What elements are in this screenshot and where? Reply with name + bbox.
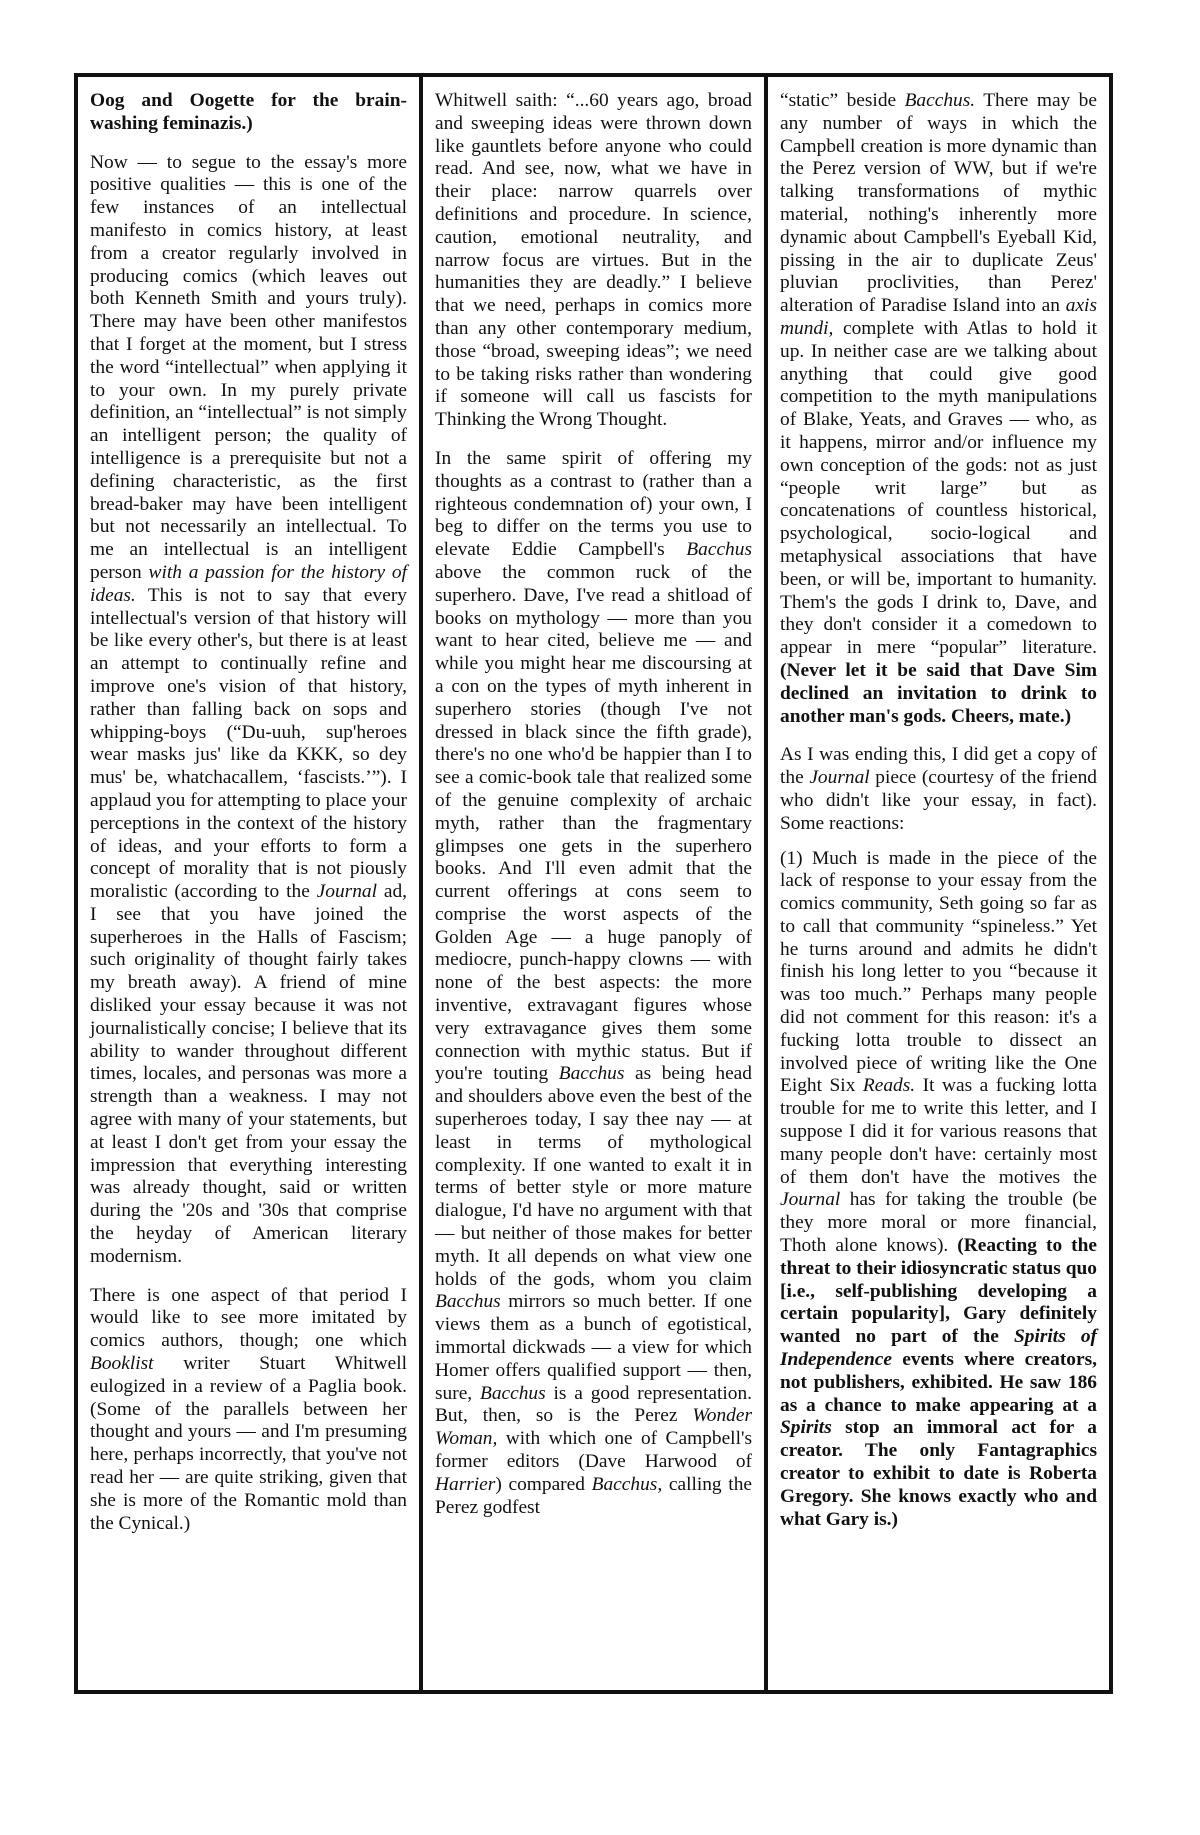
text-column-3	[766, 75, 1111, 1692]
paragraph	[780, 744, 1097, 835]
letter-text: mirrors so much better. If one views them as a bunch of egotistical, immortal dickwads — a view for which Homer offers qualified support — then, sure,	[435, 1291, 752, 1404]
letter-text: Reads.	[862, 1075, 916, 1097]
paragraph	[90, 1285, 407, 1536]
letter-page	[74, 73, 1113, 1694]
letter-text: There may be any number of ways in which the Campbell creation is more dynamic than the Perez version of WW, but if we're talking transformations of mythic material, nothing's inherently more dynamic about Campbell's Eyeball Kid, pissing in the air to duplicate Zeus' pluvian proclivities, than Perez' alteration of Paradise Island into an	[780, 90, 1097, 317]
letter-text: Wonder Woman,	[435, 1405, 752, 1450]
text-column-1	[76, 75, 421, 1692]
letter-text: axis mundi,	[780, 295, 1097, 339]
letter-text: Journal	[809, 767, 870, 789]
letter-text: as being head and shoulders above even the best of the superheroes today, I say thee nay — at least in terms of mythological complexity. If one wanted to exalt it in terms of better style or more mature dialogue, I'd have no argument with that — but neither of those makes for better myth. It all depends on what view one holds of the gods, whom you claim	[435, 1063, 752, 1290]
letter-text: It was a fucking lotta trouble for me to write this letter, and I suppose I did it for various reasons that many people don't have: certainly most of them don't have the motives the	[780, 1075, 1098, 1188]
letter-text: In the same spirit of offering my thoughts as a contrast to (rather than a righteous condemnation of) your own, I beg to differ on the terms you use to elevate Eddie Campbell's	[435, 447, 752, 561]
letter-text: ) compared	[495, 1473, 592, 1495]
letter-text: above the common ruck of the superhero. Dave, I've read a shitload of books on mythology — more than you want to hear cited, believe me — and while you might hear me discoursing at a con on the types of myth inherent in superhero stories (though I've not dressed in black since the fifth grade), there's no one who'd be happier than I to see a comic-book tale that realized some of the genuine complexity of archaic myth, rather than the fragmentary glimpses one gets in the superhero books. And I'll even admit that the current offerings at cons seem to comprise the worst aspects of the Golden Age — a huge panoply of mediocre, punch-happy clowns — with none of the best aspects: the more inventive, extravagant figures whose very extravagance gives them some connection with mythic status. But if you're touting	[435, 561, 752, 1085]
letter-text: Bacchus,	[591, 1473, 663, 1495]
letter-text: piece (courtesy of the friend who didn't like your essay, in fact). Some reactions:	[780, 767, 1097, 834]
letter-text: Bacchus	[479, 1382, 546, 1404]
editor-reply-text: stop an immoral act for a creator. The only Fantagraphics creator to exhibit to date is Roberta Gregory. She knows exactly who and what Gary is.)	[780, 1417, 1097, 1530]
letter-text: Booklist	[90, 1353, 154, 1375]
editor-reply-text: (Never let it be said that Dave Sim declined an invitation to drink to another man's gods. Cheers, mate.)	[780, 659, 1097, 727]
letter-text: This is not to say that every intellectual's version of that history will be like every other's, but there is at least an attempt to continually refine and improve one's vision of that history, rather than falling back on sops and whipping-boys (“Du-uuh, sup'heroes wear masks jus' like da KKK, so dey mus' be, whatchacallem, ‘fascists.’”). I applaud you for attempting to place your perceptions in the context of the history of ideas, and your efforts to form a concept of morality that is not piously moralistic (according to the	[90, 584, 407, 903]
paragraph	[435, 448, 752, 1519]
paragraph	[90, 90, 407, 136]
letter-text: writer Stuart Whitwell eulogized in a review of a Paglia book. (Some of the parallels between her thought and yours — and I'm presuming here, perhaps incorrectly, that you've not read her — are quite striking, given that she is more of the Romantic mold than the Cynical.)	[90, 1353, 407, 1534]
paragraph	[780, 90, 1097, 728]
letter-text: Harrier	[435, 1473, 496, 1495]
letter-text: with a passion for the history of ideas.	[90, 561, 407, 606]
letter-text: There is one aspect of that period I would like to see more imitated by comics authors, though; one which	[90, 1284, 407, 1352]
letter-text: calling the Perez godfest	[435, 1473, 752, 1518]
letter-text: Journal	[780, 1189, 841, 1211]
editor-reply-text: (Reacting to the threat to their idiosyncratic status quo [i.e., self-publishing developing a certain popularity], Gary definitely wanted no part of the	[780, 1235, 1097, 1348]
letter-text: with which one of Campbell's former editors (Dave Harwood of	[435, 1428, 752, 1473]
letter-text: Now — to segue to the essay's more positive qualities — this is one of the few instances of an intellectual manifesto in comics history, at least from a creator regularly involved in producing comics (which leaves out both Kenneth Smith and yours truly). There may have been other manifestos that I forget at the moment, but I stress the word “intellectual” when applying it to your own. In my purely private definition, an “intellectual” is not simply an intelligent person; the quality of intelligence is a prerequisite but not a defining characteristic, as the first bread-baker may have been intelligent but not necessarily an intellectual. To me an intellectual is an intelligent person	[90, 151, 407, 583]
letter-text: is a good representation. But, then, so is the Perez	[435, 1382, 752, 1427]
letter-text: Whitwell saith: “...60 years ago, broad and sweeping ideas were thrown down like gauntlets before anyone who could read. And see, now, what we have in their place: narrow quarrels over definitions and procedure. In science, caution, emotional neutrality, and narrow focus are virtues. But in the humanities they are deadly.” I believe that we need, perhaps in comics more than any other contemporary medium, those “broad, sweeping ideas”; we need to be taking risks rather than wondering if someone will call us fascists for Thinking the Wrong Thought.	[435, 90, 752, 431]
letter-text: Bacchus	[435, 1291, 501, 1313]
letter-text: has for taking the trouble (be they more moral or more financial, Thoth alone knows).	[780, 1189, 1097, 1257]
letter-text: As I was ending this, I did get a copy of the	[780, 744, 1097, 789]
editor-reply-text: events where creators, not publishers, exhibited. He saw 186 as a chance to make appearing at a	[780, 1349, 1097, 1416]
letter-text: “static” beside	[780, 90, 905, 111]
letter-text: Journal	[316, 881, 377, 903]
letter-text: ad, I see that you have joined the superheroes in the Halls of Fascism; such originality of thought fairly takes my breath away). A friend of mine disliked your essay because it was not journalistically concise; I believe that its ability to wander throughout different times, locales, and personas was more a strength than a weakness. I may not agree with many of your statements, but at least I don't get from your essay the impression that everything interesting was already thought, said or written during the '20s and '30s that comprise the heyday of American literary modernism.	[90, 881, 408, 1267]
text-column-2	[421, 75, 766, 1692]
paragraph	[90, 152, 407, 1269]
letter-text: (1) Much is made in the piece of the lack of response to your essay from the comics community, Seth going so far as to call that community “spineless.” Yet he turns around and admits he didn't finish his long letter to you “because it was too much.” Perhaps many people did not comment for this reason: it's a fucking lotta trouble to dissect an involved piece of writing like the One Eight Six	[780, 847, 1097, 1097]
editor-reply-text: Spirits	[780, 1417, 832, 1439]
letter-text: Bacchus	[558, 1063, 625, 1085]
letter-text: Bacchus.	[904, 90, 976, 111]
letter-text: complete with Atlas to hold it up. In neither case are we talking about anything that could give good competition to the myth manipulations of Blake, Yeats, and Graves — who, as it happens, mirror and/or influence my own conception of the gods: not as just “people writ large” but as concatenations of countless historical, psychological, socio-logical and metaphysical associations that have been, or will be, important to humanity. Them's the gods I drink to, Dave, and they don't consider it a comedown to appear in mere “popular” literature.	[780, 317, 1097, 659]
letter-text: Bacchus	[686, 539, 752, 561]
paragraph	[435, 90, 752, 432]
editor-reply-text: Oog and Oogette for the brain-washing feminazis.)	[90, 90, 407, 134]
editor-reply-text: Spirits of Independence	[780, 1326, 1098, 1371]
paragraph	[780, 848, 1097, 1532]
